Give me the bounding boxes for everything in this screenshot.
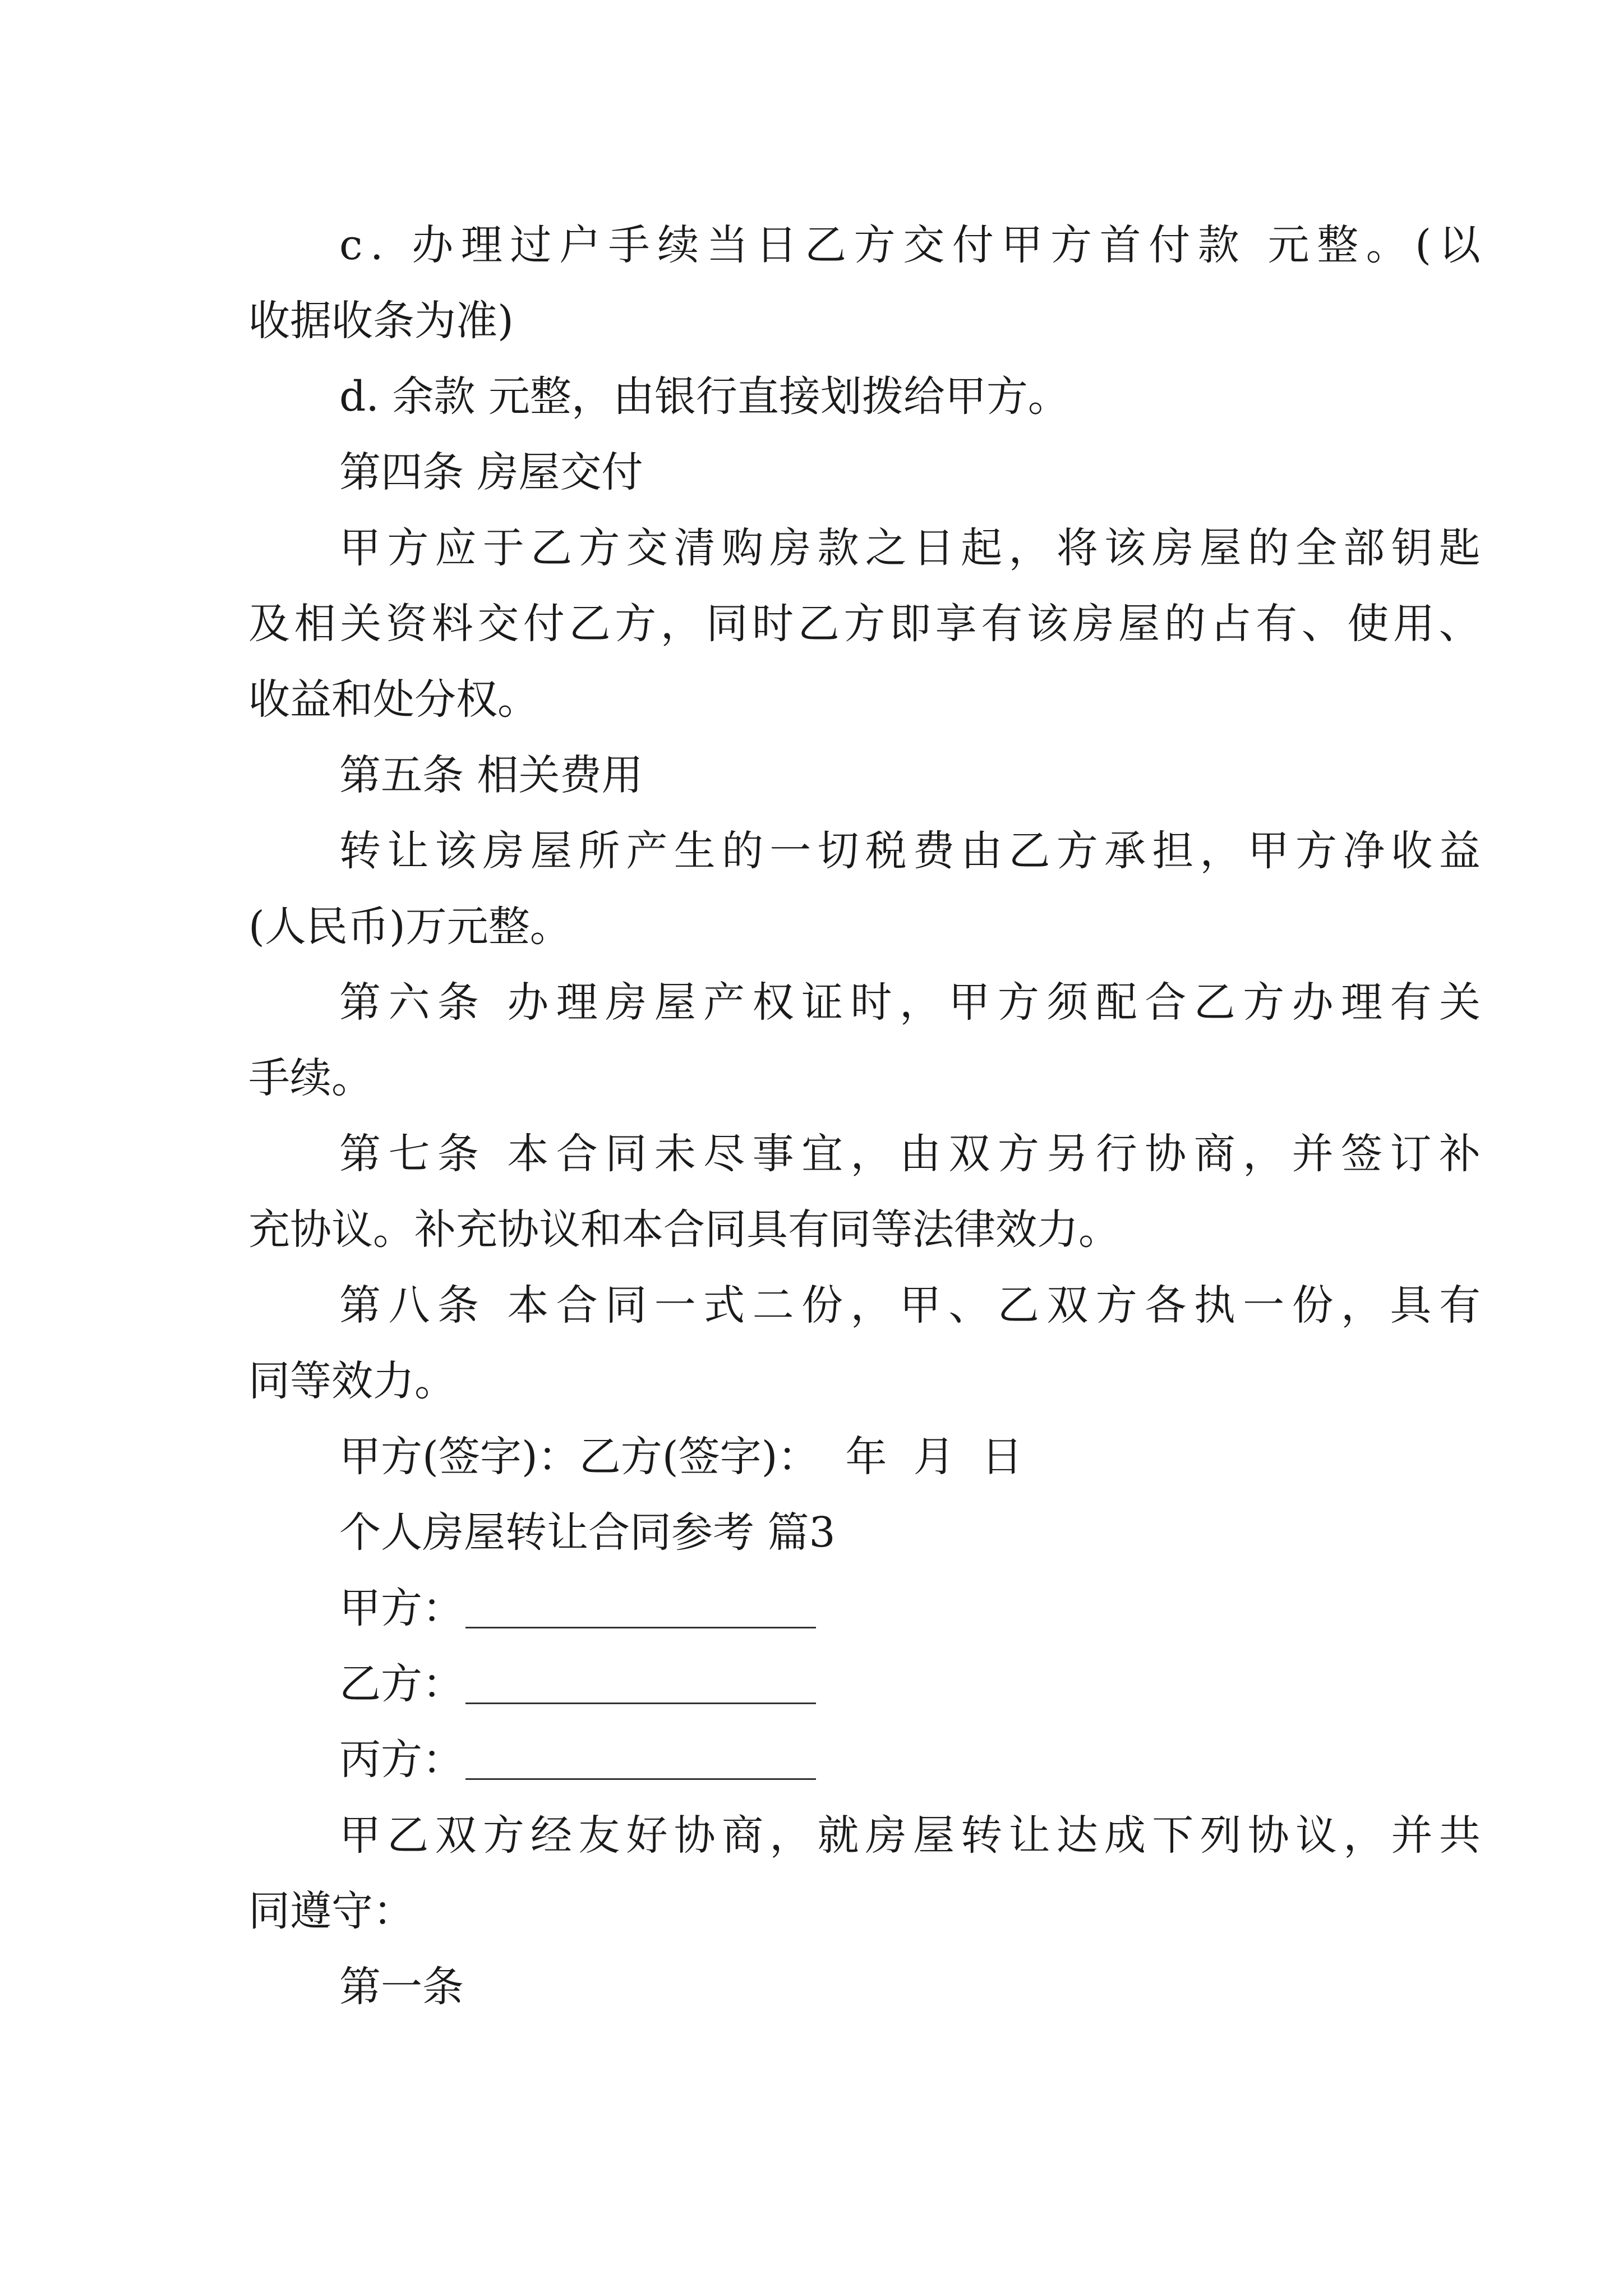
article-4-line-2: 及 相 关 资 料 交 付 乙 方 ， 同 时 乙 方 即 享 有 该 房 屋 的 占 有 、 使 用 、: [248, 600, 1481, 648]
party-b-blank-line: [465, 1703, 816, 1704]
article-5-line-2: (人民币)万元整。: [248, 903, 571, 951]
intro-line-2: 同遵守：: [248, 1887, 414, 1935]
intro-line-1: 甲 乙 双 方 经 友 好 协 商 ， 就 房 屋 转 让 达 成 下 列 协 议 ， 并 共: [339, 1811, 1481, 1860]
article-8-line-2: 同等效力。: [248, 1357, 456, 1405]
article-5-title: 第五条 相关费用: [339, 751, 643, 799]
article-4-line-3: 收益和处分权。: [248, 675, 539, 724]
signature-line: 甲方(签字)：乙方(签字)： 年 月 日: [339, 1433, 1023, 1481]
article-5-line-1: 转 让 该 房 屋 所 产 生 的 一 切 税 费 由 乙 方 承 担 ， 甲 方 净 收 益: [339, 827, 1481, 875]
party-a-blank-line: [465, 1627, 816, 1628]
article-4-line-1: 甲 方 应 于 乙 方 交 清 购 房 款 之 日 起 ， 将 该 房 屋 的 全 部 钥 匙: [339, 524, 1481, 572]
section-heading: 个人房屋转让合同参考 篇3: [339, 1508, 836, 1557]
article-7-line-1: 第 七 条 本 合 同 未 尽 事 宜 ， 由 双 方 另 行 协 商 ， 并 签 订 补: [339, 1130, 1481, 1178]
party-a-label: 甲方：: [339, 1584, 464, 1632]
clause-d: d. 余款 元整，由银行直接划拨给甲方。: [339, 372, 1069, 421]
clause-c-line-2: 收据收条为准): [248, 297, 514, 345]
article-6-line-1: 第 六 条 办 理 房 屋 产 权 证 时 ， 甲 方 须 配 合 乙 方 办 理 有 关: [339, 978, 1481, 1027]
clause-c-line-1: c . 办 理 过 户 手 续 当 日 乙 方 交 付 甲 方 首 付 款 元 整 。 ( 以: [339, 221, 1481, 269]
party-c-label: 丙方：: [339, 1736, 464, 1784]
article-4-title: 第四条 房屋交付: [339, 448, 643, 496]
article-1-title: 第一条: [339, 1963, 464, 2011]
article-7-line-2: 充协议。补充协议和本合同具有同等法律效力。: [248, 1205, 1120, 1254]
article-8-line-1: 第 八 条 本 合 同 一 式 二 份 ， 甲 、 乙 双 方 各 执 一 份 ， 具 有: [339, 1281, 1481, 1329]
article-6-line-2: 手续。: [248, 1054, 373, 1102]
party-c-blank-line: [465, 1778, 816, 1780]
party-b-label: 乙方：: [339, 1660, 464, 1708]
